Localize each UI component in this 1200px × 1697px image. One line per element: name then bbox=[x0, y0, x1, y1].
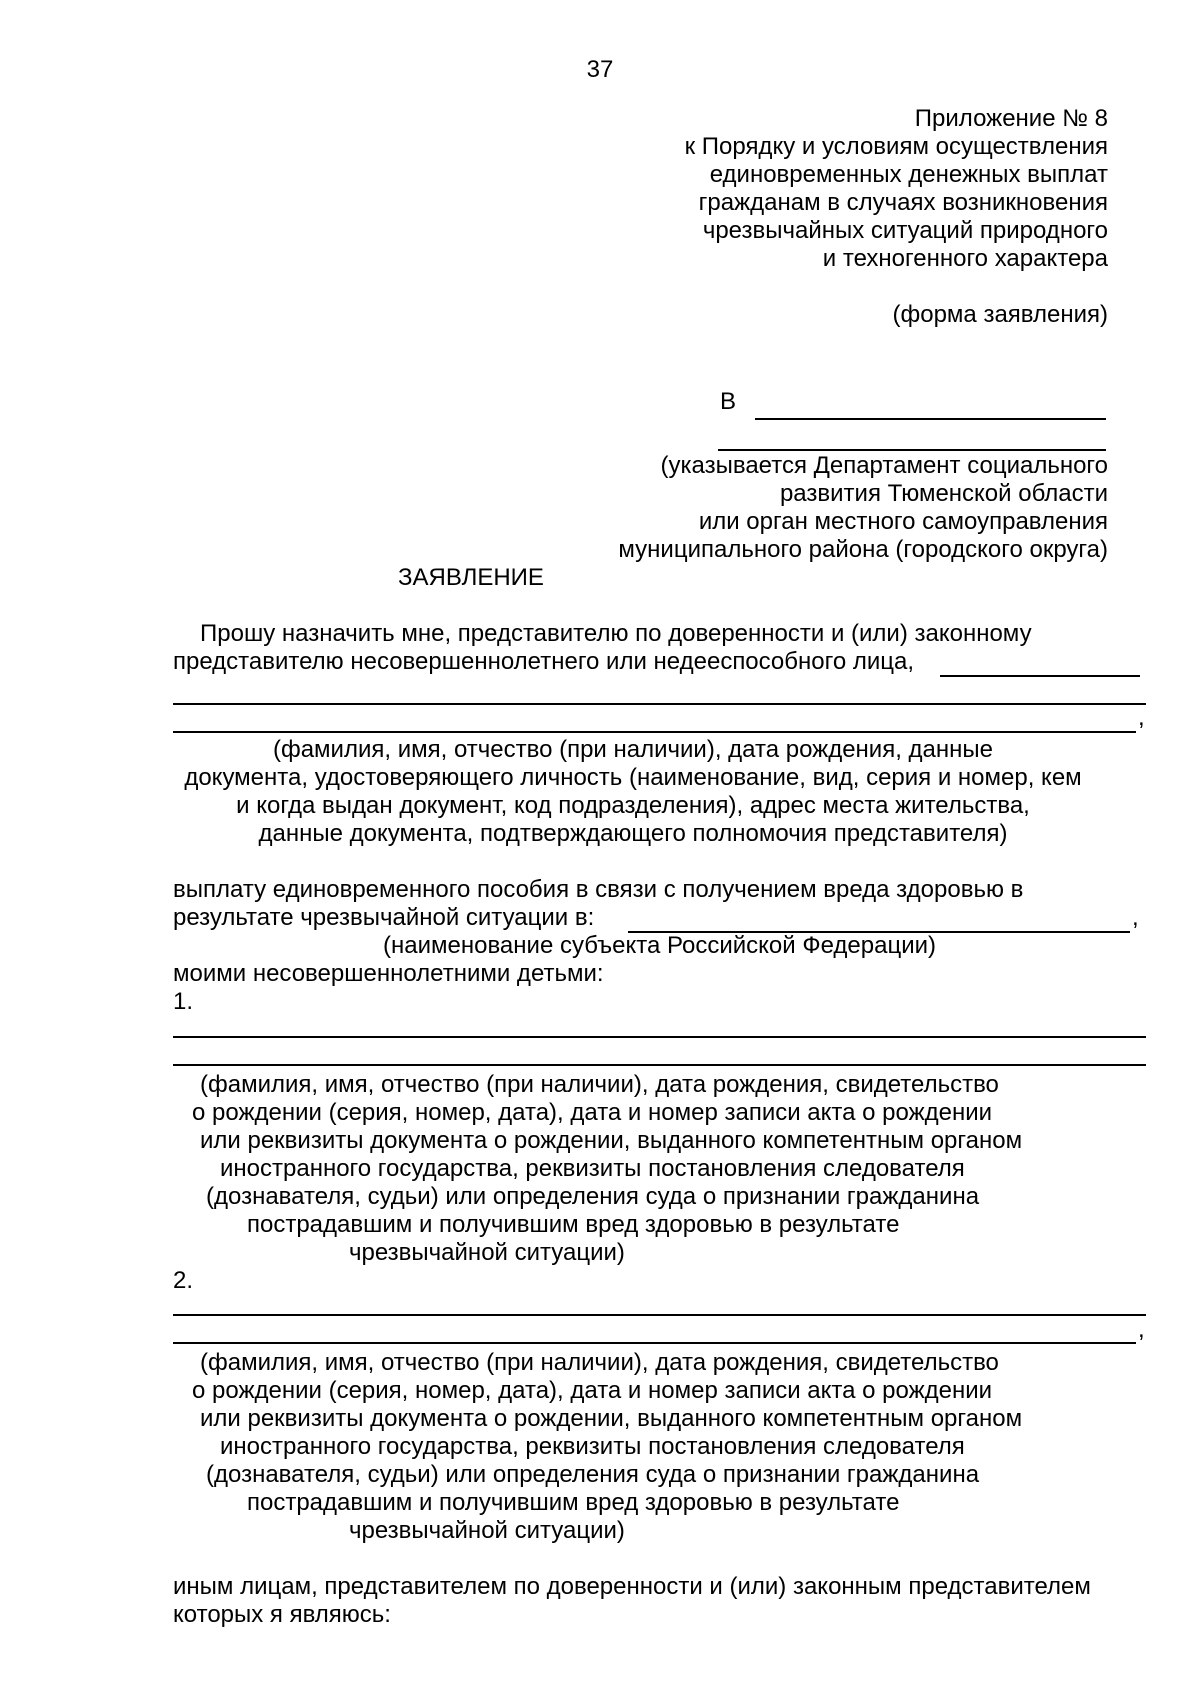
addressee-hint-line: или орган местного самоуправления bbox=[698, 508, 1108, 535]
addressee-prefix: В bbox=[720, 388, 737, 415]
child-hint-line: пострадавшим и получившим вред здоровью в результате bbox=[247, 1211, 900, 1238]
addressee-hint-line: развития Тюменской области bbox=[779, 480, 1108, 507]
line-end-comma: , bbox=[1138, 704, 1145, 731]
child-hint-line: о рождении (серия, номер, дата), дата и номер записи акта о рождении bbox=[192, 1377, 993, 1404]
appendix-line: и техногенного характера bbox=[822, 245, 1108, 272]
payment-line: выплату единовременного пособия в связи с получением вреда здоровью в bbox=[173, 876, 1024, 903]
document-title: ЗАЯВЛЕНИЕ bbox=[398, 564, 544, 591]
addressee-blank-line bbox=[718, 449, 1106, 451]
child-hint-line: (дознавателя, судьи) или определения суда о признании гражданина bbox=[206, 1183, 980, 1210]
child-blank-line bbox=[173, 1064, 1146, 1066]
line-end-comma: , bbox=[1132, 904, 1139, 931]
child-blank-line bbox=[173, 1342, 1136, 1344]
line-end-comma: , bbox=[1138, 1316, 1145, 1343]
applicant-hint-line: и когда выдан документ, код подразделения), адрес места жительства, bbox=[236, 792, 1030, 819]
addressee-blank-line bbox=[755, 418, 1106, 420]
appendix-line: чрезвычайных ситуаций природного bbox=[702, 217, 1108, 244]
child-blank-line bbox=[173, 1036, 1146, 1038]
child-hint-line: или реквизиты документа о рождении, выданного компетентным органом bbox=[200, 1405, 1023, 1432]
others-line: иным лицам, представителем по доверенности и (или) законным представителем bbox=[173, 1573, 1091, 1600]
child-number: 1. bbox=[173, 988, 194, 1015]
appendix-line: к Порядку и условиям осуществления bbox=[684, 133, 1108, 160]
region-hint: (наименование субъекта Российской Федерации) bbox=[383, 932, 936, 959]
others-line: которых я являюсь: bbox=[173, 1601, 391, 1628]
addressee-hint-line: (указывается Департамент социального bbox=[660, 452, 1108, 479]
addressee-hint-line: муниципального района (городского округа) bbox=[618, 536, 1108, 563]
page-number: 37 bbox=[586, 56, 614, 83]
applicant-hint-line: документа, удостоверяющего личность (наименование, вид, серия и номер, кем bbox=[184, 764, 1082, 791]
applicant-blank-line bbox=[173, 731, 1136, 733]
request-line: представителю несовершеннолетнего или недееспособного лица, bbox=[173, 648, 915, 675]
applicant-blank-line bbox=[940, 675, 1140, 677]
child-hint-line: (фамилия, имя, отчество (при наличии), дата рождения, свидетельство bbox=[200, 1071, 999, 1098]
form-note: (форма заявления) bbox=[892, 301, 1108, 328]
applicant-hint-line: (фамилия, имя, отчество (при наличии), дата рождения, данные bbox=[272, 736, 994, 763]
child-hint-line: чрезвычайной ситуации) bbox=[349, 1517, 625, 1544]
child-hint-line: иностранного государства, реквизиты постановления следователя bbox=[220, 1155, 965, 1182]
child-hint-line: о рождении (серия, номер, дата), дата и номер записи акта о рождении bbox=[192, 1099, 993, 1126]
child-hint-line: пострадавшим и получившим вред здоровью в результате bbox=[247, 1489, 900, 1516]
appendix-line: Приложение № 8 bbox=[914, 105, 1108, 132]
child-hint-line: или реквизиты документа о рождении, выданного компетентным органом bbox=[200, 1127, 1023, 1154]
applicant-hint-line: данные документа, подтверждающего полномочия представителя) bbox=[258, 820, 1008, 847]
appendix-line: гражданам в случаях возникновения bbox=[698, 189, 1108, 216]
child-hint-line: чрезвычайной ситуации) bbox=[349, 1239, 625, 1266]
child-hint-line: (фамилия, имя, отчество (при наличии), дата рождения, свидетельство bbox=[200, 1349, 999, 1376]
child-hint-line: (дознавателя, судьи) или определения суда о признании гражданина bbox=[206, 1461, 980, 1488]
appendix-line: единовременных денежных выплат bbox=[709, 161, 1108, 188]
child-number: 2. bbox=[173, 1267, 194, 1294]
children-label: моими несовершеннолетними детьми: bbox=[173, 960, 604, 987]
applicant-blank-line bbox=[173, 703, 1146, 705]
child-blank-line bbox=[173, 1314, 1146, 1316]
request-line: Прошу назначить мне, представителю по доверенности и (или) законному bbox=[200, 620, 1032, 647]
payment-line: результате чрезвычайной ситуации в: bbox=[173, 904, 595, 931]
child-hint-line: иностранного государства, реквизиты постановления следователя bbox=[220, 1433, 965, 1460]
